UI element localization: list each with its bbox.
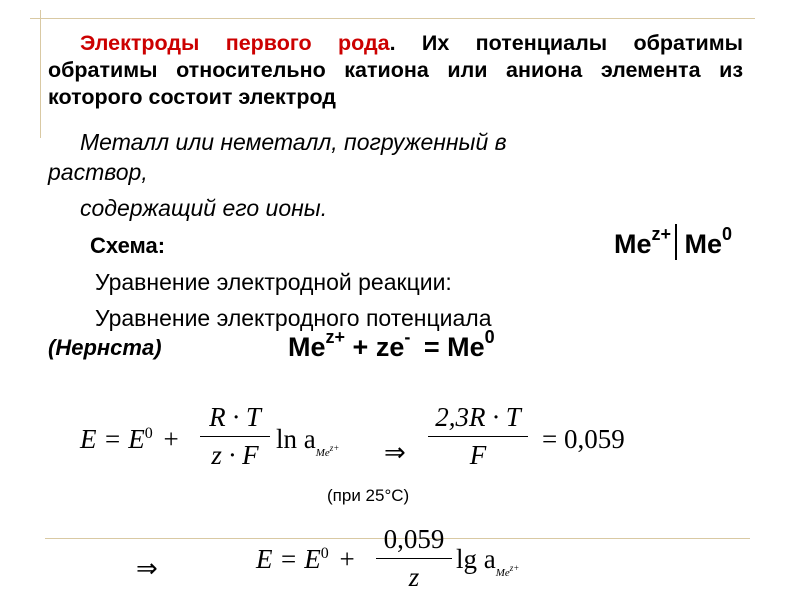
formula1-log (276, 424, 340, 459)
constant-fraction (428, 402, 528, 471)
formula2-fraction (376, 524, 452, 593)
formula1-numerator: R · T (209, 402, 261, 432)
formula2-sub: Me (495, 567, 510, 579)
reaction-rhs: = Me (423, 332, 485, 362)
definition-line-3: содержащий его ионы. (80, 195, 328, 221)
formula1-plus: + (163, 424, 179, 454)
top-rule (30, 18, 755, 19)
heading-rest: . Их потенциалы обратимы обратимы относительно катиона или аниона элемента из которого состоит электрод (48, 31, 743, 109)
scheme-right-charge: 0 (722, 224, 733, 245)
implies-arrow-1: ⇒ (384, 438, 406, 468)
scheme-left-charge: z+ (651, 224, 672, 245)
definition-line-2: раствор, (48, 159, 148, 185)
formula2-denominator: z (408, 562, 420, 593)
formula2-sub-charge: z+ (509, 563, 520, 573)
reaction-lhs-charge: z+ (325, 327, 346, 347)
formula1-lhs (80, 424, 179, 455)
reaction-label: Уравнение электродной реакции: (95, 269, 452, 295)
formula1-sub: Me (315, 447, 330, 459)
nernst-text: (Нернста) (48, 335, 162, 360)
formula2-log (456, 544, 520, 579)
formula1-ln: ln a (276, 424, 316, 454)
formula2-plus: + (339, 544, 355, 574)
potential-label: Уравнение электродного потенциала (95, 305, 492, 331)
constant-numerator: 2,3R · T (435, 402, 521, 432)
reaction-rhs-charge: 0 (484, 327, 495, 347)
reaction-lhs: Me (288, 332, 326, 362)
implies-arrow-2: ⇒ (136, 554, 158, 584)
nernst-label (48, 334, 162, 362)
formula1-lhs-text: E = E (80, 424, 145, 454)
left-rule (40, 10, 41, 138)
formula1-sup0: 0 (144, 425, 153, 442)
reaction-plus: + ze (352, 332, 405, 362)
slide-heading (48, 30, 743, 111)
formula2-lhs (256, 544, 355, 575)
temperature-note: (при 25°С) (327, 486, 410, 505)
constant-denominator: F (469, 440, 487, 471)
constant-value: = 0,059 (542, 424, 625, 454)
scheme-left: Me (614, 229, 652, 260)
formula1-sub-charge: z+ (329, 443, 340, 453)
electron-charge: - (404, 327, 411, 347)
scheme-notation (614, 224, 733, 264)
formula2-sup0: 0 (320, 545, 329, 562)
phase-boundary (675, 224, 677, 260)
definition-line-1: Металл или неметалл, погруженный в (80, 129, 507, 155)
scheme-label: Схема: (90, 233, 166, 258)
formula1-fraction (200, 402, 270, 471)
formula2-lg: lg a (456, 544, 496, 574)
formula1-denominator: z · F (211, 440, 259, 471)
formula2-lhs-text: E = E (256, 544, 321, 574)
formula2-numerator: 0,059 (383, 524, 445, 554)
reaction-equation (288, 327, 495, 363)
heading-highlight: Электроды первого рода (80, 31, 390, 55)
scheme-right: Me (684, 229, 723, 260)
